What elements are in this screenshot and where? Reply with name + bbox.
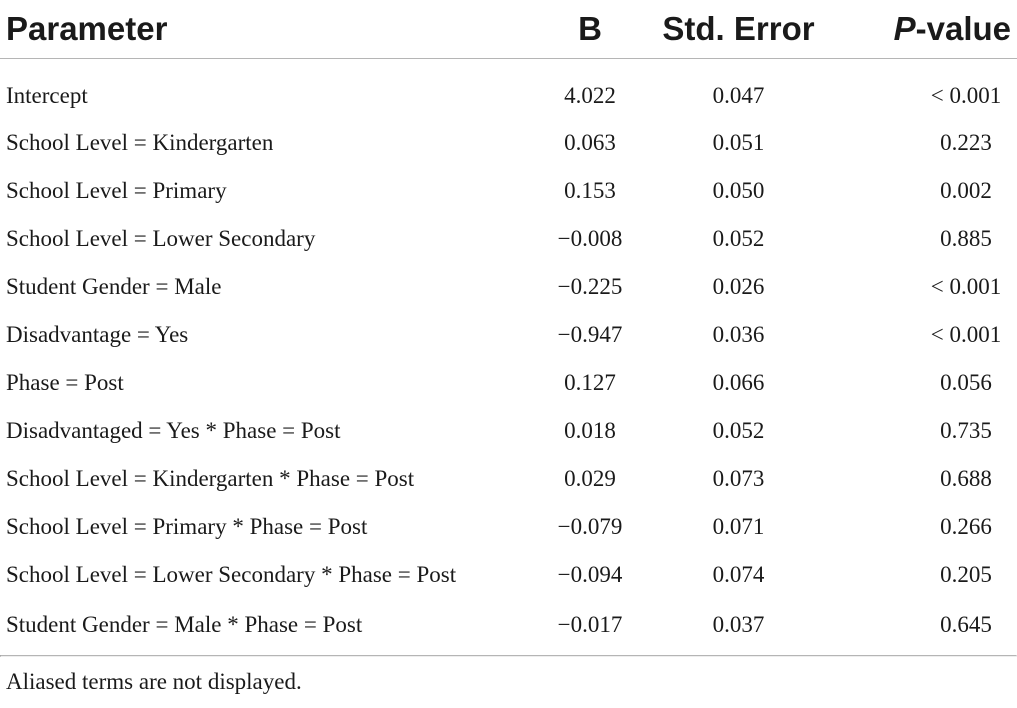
cell-parameter: School Level = Kindergarten	[6, 130, 274, 155]
table-row	[0, 359, 1017, 407]
cell-b: −0.094	[557, 562, 623, 587]
cell-p-value: 0.266	[940, 514, 992, 539]
cell-b: −0.079	[557, 514, 623, 539]
cell-std-error: 0.036	[712, 322, 765, 347]
table-row	[0, 407, 1017, 455]
cell-b: −0.225	[557, 274, 623, 299]
cell-b: 0.127	[564, 370, 616, 395]
cell-parameter: Disadvantaged = Yes * Phase = Post	[6, 418, 341, 443]
header-parameter: Parameter	[0, 0, 540, 59]
cell-parameter: Student Gender = Male * Phase = Post	[6, 612, 363, 637]
cell-p-value: < 0.001	[930, 322, 1002, 347]
cell-b: 0.063	[564, 130, 616, 155]
table-row	[0, 551, 1017, 599]
cell-p-value: 0.688	[940, 466, 992, 491]
cell-std-error: 0.052	[712, 226, 765, 251]
cell-b: 4.022	[564, 83, 616, 108]
table-row	[0, 311, 1017, 359]
header-p-value-suffix: -value	[915, 10, 1011, 47]
header-p-value-italic: P	[893, 10, 916, 47]
cell-p-value: < 0.001	[930, 274, 1002, 299]
cell-parameter: School Level = Lower Secondary	[6, 226, 316, 251]
cell-parameter: Student Gender = Male	[6, 274, 222, 299]
cell-p-value: 0.223	[940, 130, 992, 155]
table-body	[0, 59, 1017, 656]
cell-p-value: < 0.001	[930, 83, 1002, 108]
cell-parameter: Disadvantage = Yes	[6, 322, 189, 347]
cell-p-value: 0.645	[940, 612, 992, 637]
cell-parameter: School Level = Primary	[6, 178, 227, 203]
header-b: B	[540, 0, 640, 59]
cell-p-value: 0.205	[940, 562, 992, 587]
cell-b: 0.029	[564, 466, 616, 491]
cell-b: −0.947	[557, 322, 623, 347]
cell-p-value: 0.885	[940, 226, 992, 251]
cell-p-value: 0.002	[940, 178, 992, 203]
header-std-error: Std. Error	[640, 0, 837, 59]
cell-parameter: School Level = Primary * Phase = Post	[6, 514, 368, 539]
cell-std-error: 0.047	[712, 83, 765, 108]
table-row	[0, 119, 1017, 167]
cell-std-error: 0.074	[712, 562, 765, 587]
table-header	[0, 0, 1017, 59]
cell-b: 0.153	[564, 178, 616, 203]
cell-parameter: Intercept	[6, 83, 88, 108]
cell-std-error: 0.073	[712, 466, 765, 491]
header-p-value	[837, 0, 1017, 59]
table-row	[0, 455, 1017, 503]
cell-std-error: 0.071	[712, 514, 765, 539]
cell-p-value: 0.056	[940, 370, 992, 395]
cell-b: −0.008	[557, 226, 623, 251]
table-row	[0, 167, 1017, 215]
cell-std-error: 0.037	[712, 612, 765, 637]
cell-parameter: School Level = Lower Secondary * Phase = Post	[6, 562, 457, 587]
cell-parameter: Phase = Post	[6, 370, 124, 395]
cell-std-error: 0.066	[712, 370, 765, 395]
cell-p-value: 0.735	[940, 418, 992, 443]
table-row	[0, 215, 1017, 263]
table-row	[0, 59, 1017, 120]
header-row	[0, 0, 1017, 59]
table-row	[0, 599, 1017, 655]
cell-parameter: School Level = Kindergarten * Phase = Post	[6, 466, 415, 491]
cell-b: −0.017	[557, 612, 623, 637]
table-row	[0, 503, 1017, 551]
cell-std-error: 0.051	[712, 130, 765, 155]
cell-std-error: 0.052	[712, 418, 765, 443]
table-row	[0, 263, 1017, 311]
cell-std-error: 0.050	[712, 178, 765, 203]
table-footnote: Aliased terms are not displayed.	[6, 669, 302, 694]
cell-b: 0.018	[564, 418, 616, 443]
cell-std-error: 0.026	[712, 274, 765, 299]
